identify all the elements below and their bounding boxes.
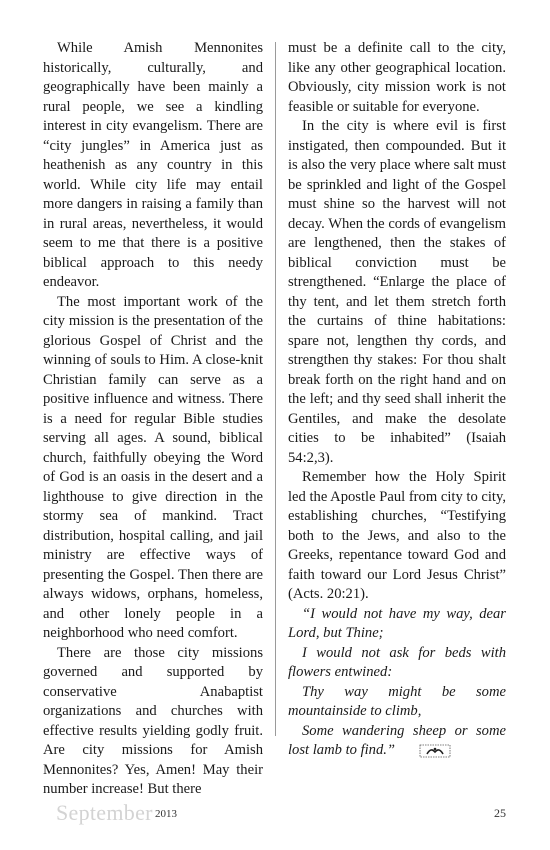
poem	[288, 605, 506, 761]
footer-year: 2013	[155, 808, 177, 820]
column-divider	[275, 42, 276, 736]
paragraph: must be a definite call to the city, like any other geographical location. Obviously, city mission work is not feasible or suitable for everyone.	[288, 40, 506, 115]
paragraph: While Amish Mennonites historically, culturally, and geographically have been mainly a rural people, we see a kindling interest in city evangelism. There are “city jungles” in America just as heathenish as any country in this world. While city life may entail more dangers in raising a family than in rural areas, nevertheless, it would seem to me that there is a positive biblical approach to this needy endeavor.	[43, 40, 263, 290]
end-of-article-icon	[405, 744, 437, 758]
poem-line	[288, 722, 506, 761]
right-column	[288, 39, 506, 761]
poem-line: Thy way might be some mountainside to climb,	[288, 683, 506, 719]
left-column	[43, 39, 263, 800]
poem-line: I would not ask for beds with flowers entwined:	[288, 644, 506, 680]
paragraph: In the city is where evil is first instigated, then compounded. But it is also the very place where salt must be sprinkled and light of the Gospel must shine so the harvest will not decay. When the cords of evangelism are lengthened, then the stakes of biblical conviction must be strengthened. “Enlarge the place of thy tent, and let them stretch forth the curtains of thine habitations: spare not, lengthen thy cords, and strengthen thy stakes: For thou shalt break forth on the right hand and on the left; and thy seed shall inherit the Gentiles, and make the desolate cities to be inhabited” (Isaiah 54:2,3).	[288, 118, 506, 466]
poem-line: “I would not have my way, dear Lord, but Thine;	[288, 605, 506, 641]
paragraph: The most important work of the city mission is the presentation of the glorious Gospel of Christ and the winning of souls to Him. A close-knit Christian family can serve as a positive influence and witness. There is a need for regular Bible studies serving all ages. A sound, biblical church, faithfully obeying the Word of God is an oasis in the desert and a lighthouse to give direction in the stormy sea of mankind. Tract distribution, hospital calling, and jail ministry are effective ways of presenting the Gospel. Then there are always widows, orphans, homeless, and other lonely people in a neighborhood who need comfort.	[43, 293, 263, 641]
footer-month: September	[56, 800, 153, 825]
page-number: 25	[494, 806, 506, 820]
poem-line-text: Some wandering sheep or some lost lamb to find.”	[288, 722, 506, 758]
paragraph: Remember how the Holy Spirit led the Apostle Paul from city to city, establishing churches, “Testifying both to the Jews, and also to the Greeks, repentance toward God and faith toward our Lord Jesus Christ” (Acts. 20:21).	[288, 469, 506, 602]
paragraph: There are those city missions governed and supported by conservative Anabaptist organizations and churches with effective results yielding godly fruit. Are city missions for Amish Mennonites? Yes, Amen! May their number increase! But there	[43, 644, 263, 797]
